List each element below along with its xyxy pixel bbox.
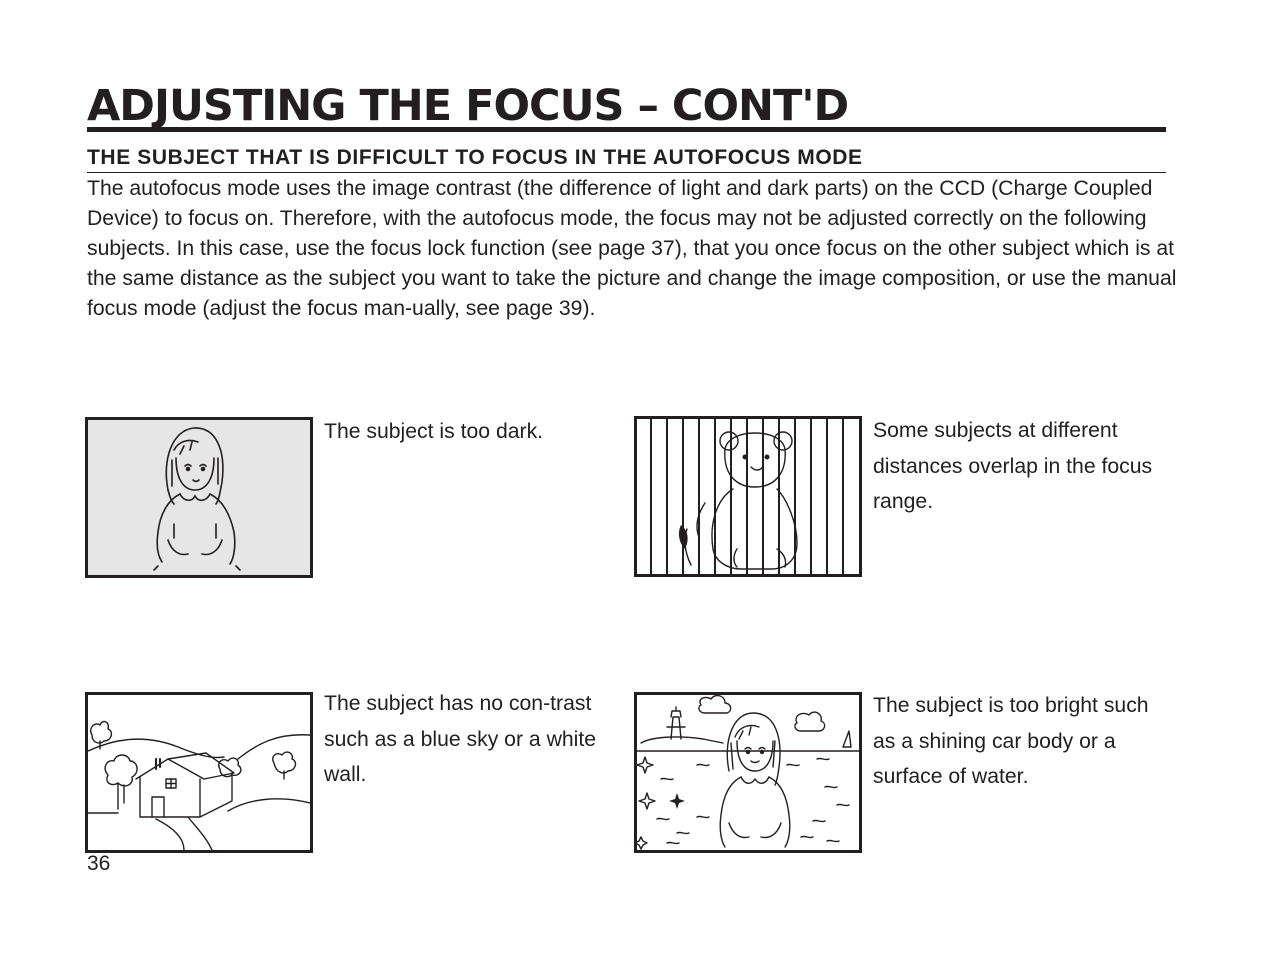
illustration-overlapping-subjects xyxy=(634,416,862,577)
caption-no-contrast: The subject has no con-trast such as a blue sky or a white wall. xyxy=(324,692,597,786)
caption-overlapping-subjects: Some subjects at different distances overlap in the focus range. xyxy=(873,419,1153,513)
illustration-too-bright xyxy=(634,692,862,853)
page-title: ADJUSTING THE FOCUS – CONT'D xyxy=(87,80,1166,132)
caption-dark-subject: The subject is too dark. xyxy=(324,420,544,443)
illustration-no-contrast xyxy=(85,692,313,853)
house-hills-illustration xyxy=(88,695,310,850)
girl-dark-illustration xyxy=(88,420,310,575)
illustration-dark-subject xyxy=(85,417,313,578)
page-number: 36 xyxy=(87,852,111,875)
intro-paragraph: The autofocus mode uses the image contrast (the difference of light and dark parts) on the CCD (Charge Coupled Device) to focus on. Therefore, with the autofocus mode, the focus may not be adjusted correctly on the following subjects. In this case, use the focus lock function (see page 37), that you once focus on the other subject which is at the same distance as the subject you want to take the picture and change the image composition, or use the manual focus mode (adjust the focus man-ually, see page 39). xyxy=(87,177,1177,320)
girl-sea-illustration xyxy=(637,695,859,850)
teddy-bear-bars-illustration xyxy=(637,419,859,574)
caption-too-bright: The subject is too bright such as a shining car body or a surface of water. xyxy=(873,694,1149,788)
section-heading: THE SUBJECT THAT IS DIFFICULT TO FOCUS IN THE AUTOFOCUS MODE xyxy=(87,146,1166,173)
